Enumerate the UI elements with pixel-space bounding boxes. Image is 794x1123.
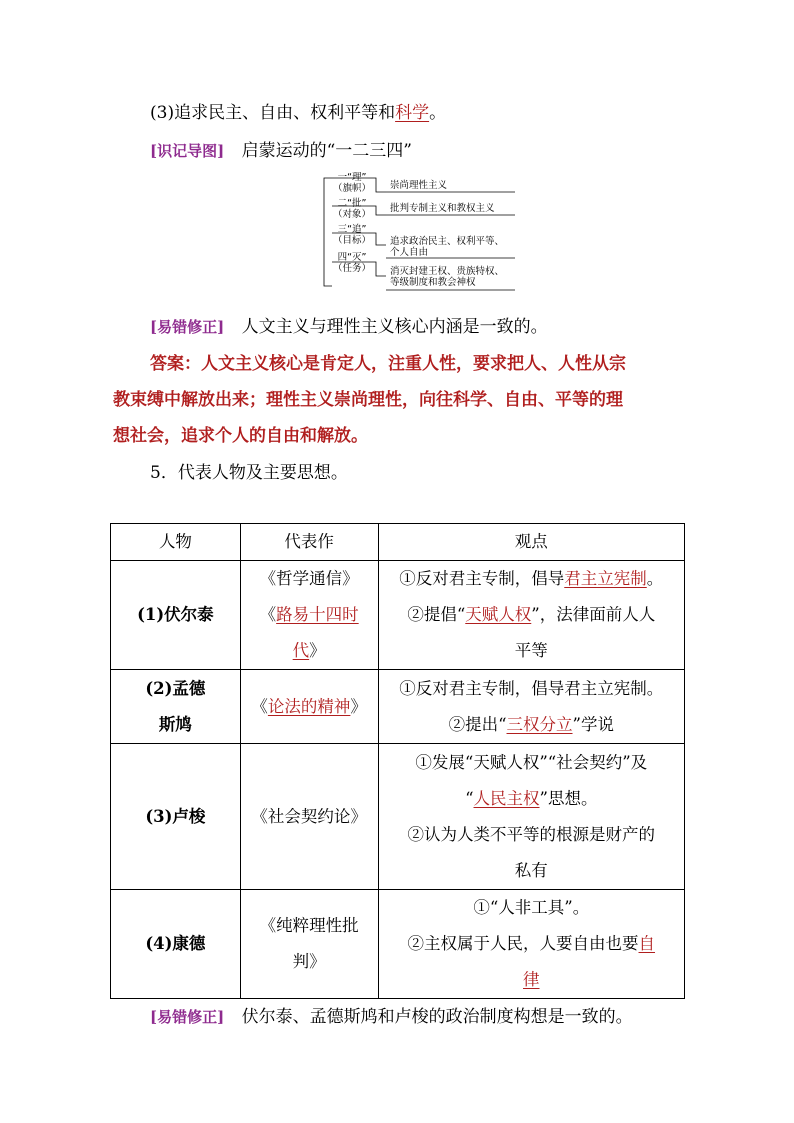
- header-works: 代表作: [240, 524, 378, 561]
- table-header-row: [111, 524, 685, 561]
- memory-map-title: 启蒙运动的“一二三四”: [241, 141, 412, 161]
- table-row: [111, 744, 685, 890]
- error-correction-2: [150, 1002, 633, 1027]
- highlight-science: 科学: [395, 103, 430, 123]
- error-correction-text-2: 伏尔泰、孟德斯鸠和卢梭的政治制度构想是一致的。: [241, 1007, 633, 1027]
- works-voltaire: 《哲学通信》 《路易十四时 代》: [240, 561, 378, 670]
- person-montesquieu: (2)孟德 斯鸠: [111, 670, 241, 744]
- diagram-item-2: 批判专制主义和教权主义: [390, 203, 495, 214]
- person-voltaire: (1)伏尔泰: [111, 561, 241, 670]
- view-montesquieu: ①反对君主专制，倡导君主立宪制。 ②提出“三权分立”学说: [378, 670, 684, 744]
- answer-label: 答案：: [150, 354, 201, 374]
- diagram-label-1: 一“理” （旗帜）: [332, 172, 371, 194]
- person-rousseau: (3)卢梭: [111, 744, 241, 890]
- diagram-label-3: 三“追” （目标）: [332, 224, 371, 246]
- table-row: [111, 670, 685, 744]
- diagram-label-4: 四“灭” （任务）: [332, 252, 371, 274]
- answer-line-2: 教束缚中解放出来；理性主义崇尚理性，向往科学、自由、平等的理: [113, 390, 623, 410]
- view-kant: ①“人非工具”。 ②主权属于人民，人要自由也要自 律: [378, 890, 684, 999]
- works-montesquieu: 《论法的精神》: [240, 670, 378, 744]
- memory-map-tag: [识记导图]: [150, 142, 225, 160]
- table-row: [111, 561, 685, 670]
- table-row: [111, 890, 685, 999]
- view-voltaire: ①反对君主专制，倡导君主立宪制。 ②提倡“天赋人权”，法律面前人人 平等: [378, 561, 684, 670]
- error-correction-tag: [易错修正]: [150, 318, 225, 336]
- error-correction-tag-2: [易错修正]: [150, 1008, 225, 1026]
- error-correction-text: 人文主义与理性主义核心内涵是一致的。: [241, 317, 548, 337]
- answer-line-3: 想社会，追求个人的自由和解放。: [113, 426, 368, 446]
- diagram-label-2: 二“批” （对象）: [332, 198, 371, 220]
- diagram-item-3: 追求政治民主、权利平等、 个人自由: [390, 236, 505, 258]
- error-correction-1: [150, 312, 548, 337]
- diagram-item-1: 崇尚理性主义: [390, 180, 448, 191]
- diagram-item-4: 消灭封建王权、贵族特权、 等级制度和教会神权: [390, 266, 505, 288]
- section-5-heading: 5．代表人物及主要思想。: [150, 463, 348, 483]
- point-3-line: (3)追求民主、自由、权利平等和科学。: [150, 103, 447, 123]
- thinkers-table: [110, 523, 685, 999]
- header-view: 观点: [378, 524, 684, 561]
- memory-map-heading: [150, 136, 412, 161]
- answer-line-1: 答案：人文主义核心是肯定人，注重人性，要求把人、人性从宗: [150, 354, 626, 374]
- header-person: 人物: [111, 524, 241, 561]
- works-kant: 《纯粹理性批 判》: [240, 890, 378, 999]
- person-kant: (4)康德: [111, 890, 241, 999]
- view-rousseau: ①发展“天赋人权”“社会契约”及 “人民主权”思想。 ②认为人类不平等的根源是财产的 私有: [378, 744, 684, 890]
- works-rousseau: 《社会契约论》: [240, 744, 378, 890]
